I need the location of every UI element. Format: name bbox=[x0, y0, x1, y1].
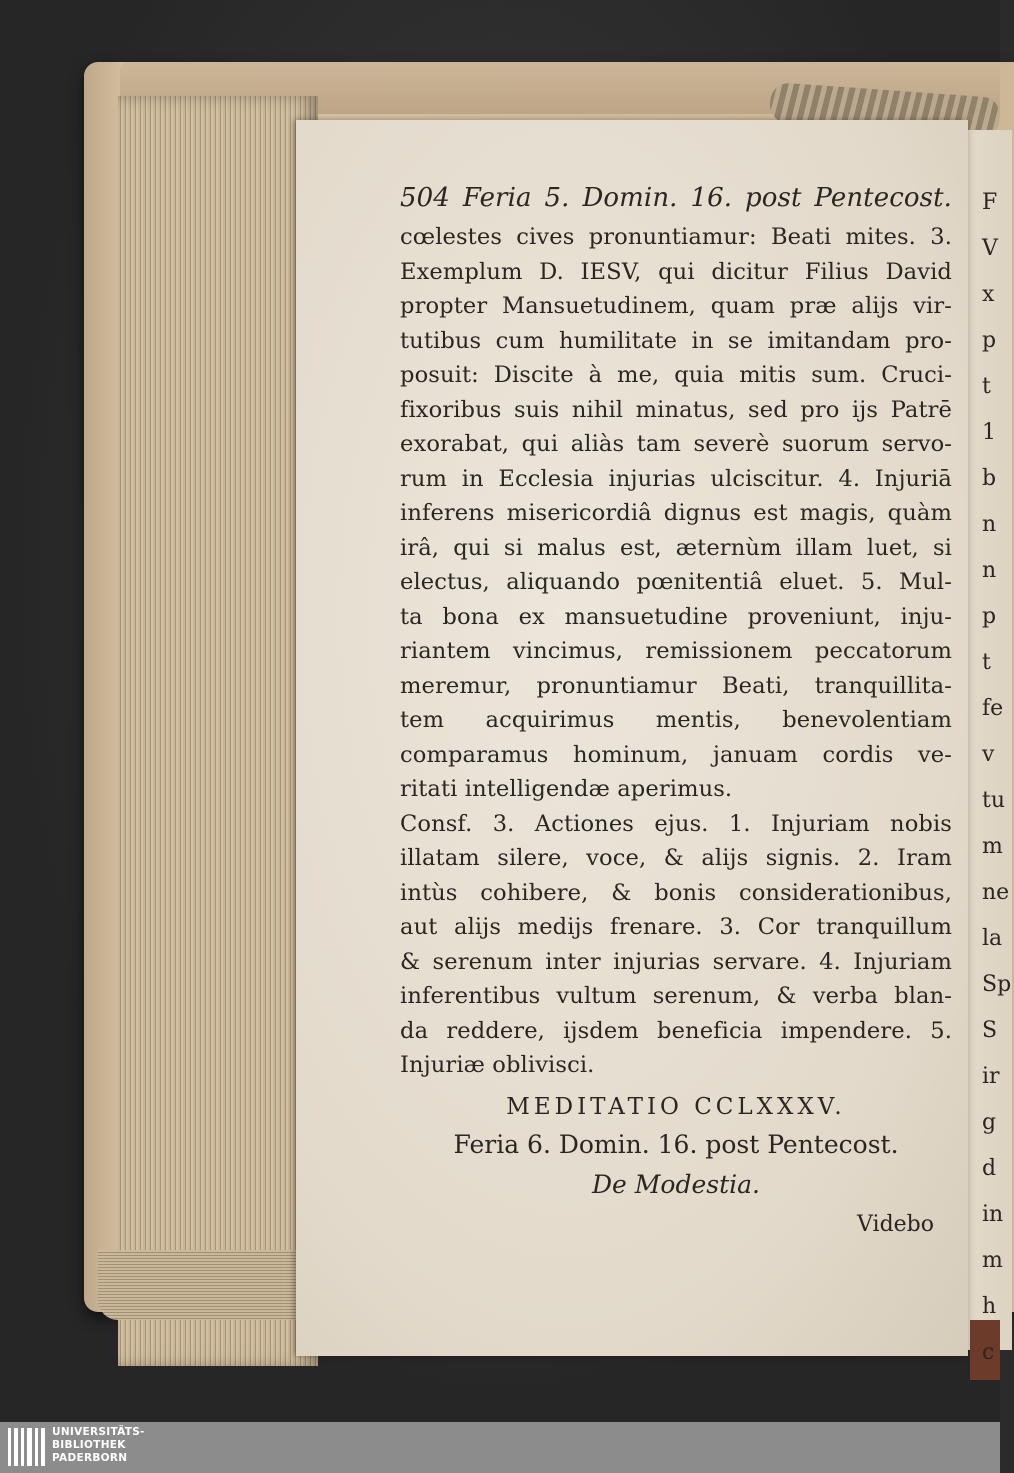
facing-page-fragment: V bbox=[982, 236, 998, 261]
catchword: Videbo bbox=[857, 1211, 934, 1237]
facing-page-fragment: x bbox=[982, 282, 995, 307]
text-line: rum in Ecclesia injurias ulciscitur. 4. Injuriā bbox=[400, 465, 952, 492]
text-line: posuit: Discite à me, quia mitis sum. Cruci- bbox=[400, 362, 952, 388]
text-line: & serenum inter injurias servare. 4. Injuriam bbox=[400, 948, 952, 975]
meditation-subtitle: Feria 6. Domin. 16. post Pentecost. bbox=[453, 1129, 899, 1159]
facing-page-fragment: in bbox=[982, 1202, 1004, 1227]
text-line: electus, aliquando pœnitentiâ eluet. 5. Mul- bbox=[400, 569, 952, 595]
facing-page-fragment: n bbox=[982, 512, 997, 537]
text-line: riantem vincimus, remissionem peccatorum bbox=[400, 638, 952, 664]
page-edges bbox=[118, 96, 318, 1366]
facing-page-fragment: h bbox=[982, 1294, 997, 1319]
library-logo-text bbox=[52, 1426, 145, 1465]
facing-page-fragment: tu bbox=[982, 788, 1006, 813]
text-line: Consf. 3. Actiones ejus. 1. Injuriam nobis bbox=[400, 810, 952, 837]
meditation-topic: De Modestia. bbox=[592, 1169, 760, 1199]
text-line: cœlestes cives pronuntiamur: Beati mites. 3. bbox=[400, 224, 952, 250]
text-line: fixoribus suis nihil minatus, sed pro ijs Patrē bbox=[400, 396, 952, 423]
facing-page-fragment: la bbox=[982, 926, 1003, 951]
logo-line: PADERBORN bbox=[52, 1452, 128, 1464]
facing-page-fragment: c bbox=[982, 1340, 995, 1365]
facing-page-fragment: b bbox=[982, 466, 997, 491]
text-line: aut alijs medijs frenare. 3. Cor tranquillum bbox=[400, 914, 952, 940]
facing-page-fragment: d bbox=[982, 1156, 997, 1181]
facing-page-fragment: t bbox=[982, 374, 991, 399]
facing-page-fragment: t bbox=[982, 650, 991, 675]
running-header: 504 Feria 5. Domin. 16. post Pentecost. bbox=[400, 183, 952, 213]
text-line: intùs cohibere, & bonis considerationibus, bbox=[400, 879, 952, 906]
text-line: illatam silere, voce, & alijs signis. 2. Iram bbox=[400, 845, 952, 871]
page-edges-lower bbox=[98, 1250, 328, 1320]
facing-page-text bbox=[982, 180, 1012, 1376]
library-footer bbox=[0, 1422, 1000, 1473]
text-line: ritati intelligendæ aperimus. bbox=[400, 776, 733, 802]
meditation-title: MEDITATIO CCLXXXV. bbox=[506, 1093, 846, 1120]
facing-page-fragment: fe bbox=[982, 696, 1004, 721]
logo-line: UNIVERSITÄTS- bbox=[52, 1426, 145, 1438]
text-line: propter Mansuetudinem, quam præ alijs vir- bbox=[400, 293, 952, 319]
facing-page-fragment: S bbox=[982, 1018, 998, 1043]
facing-page-fragment: p bbox=[982, 604, 997, 629]
page-text bbox=[400, 176, 952, 1245]
facing-page-fragment: F bbox=[982, 190, 998, 215]
text-line: inferentibus vultum serenum, & verba blan- bbox=[400, 983, 952, 1009]
text-line: irâ, qui si malus est, æternùm illam luet, si bbox=[400, 534, 952, 561]
library-logo-icon bbox=[8, 1428, 48, 1466]
text-line: comparamus hominum, januam cordis ve- bbox=[400, 741, 952, 768]
body-lines bbox=[400, 220, 952, 1083]
facing-page-fragment: v bbox=[982, 742, 995, 767]
text-line: Injuriæ oblivisci. bbox=[400, 1052, 595, 1078]
facing-page-fragment: m bbox=[982, 1248, 1003, 1273]
facing-page-fragment: ir bbox=[982, 1064, 1000, 1089]
facing-page-fragment: m bbox=[982, 834, 1003, 859]
text-line: meremur, pronuntiamur Beati, tranquillita- bbox=[400, 672, 952, 699]
text-line: da reddere, ijsdem beneficia impendere. 5. bbox=[400, 1017, 952, 1044]
facing-page-fragment: g bbox=[982, 1110, 997, 1135]
logo-line: BIBLIOTHEK bbox=[52, 1439, 126, 1451]
facing-page-fragment: p bbox=[982, 328, 997, 353]
text-line: inferens misericordiâ dignus est magis, quàm bbox=[400, 500, 952, 526]
facing-page-fragment: ne bbox=[982, 880, 1010, 905]
facing-page-fragment: n bbox=[982, 558, 997, 583]
facing-page-fragment: 1 bbox=[982, 420, 996, 445]
facing-page-fragment: Sp bbox=[982, 972, 1012, 997]
text-line: Exemplum D. IESV, qui dicitur Filius David bbox=[400, 258, 952, 285]
text-line: tutibus cum humilitate in se imitandam pro- bbox=[400, 327, 952, 354]
text-line: ta bona ex mansuetudine proveniunt, inju- bbox=[400, 603, 952, 630]
text-line: exorabat, qui aliàs tam severè suorum servo- bbox=[400, 431, 952, 457]
text-line: tem acquirimus mentis, benevolentiam bbox=[400, 707, 952, 733]
